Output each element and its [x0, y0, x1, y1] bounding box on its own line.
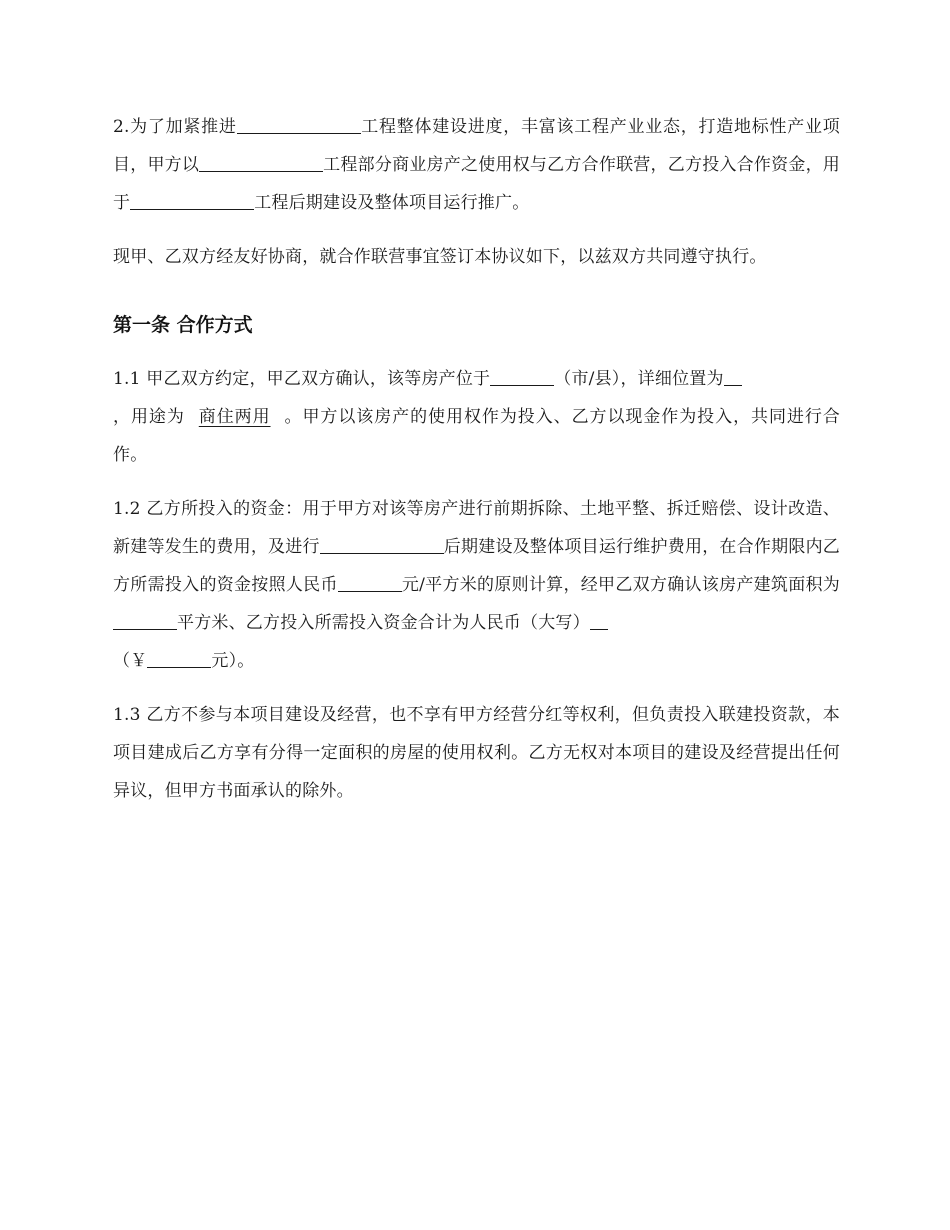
section-1-heading: 第一条 合作方式 [113, 314, 253, 336]
clause-1-1 [113, 360, 840, 474]
paragraph-2-text-1: 2.为了加紧推进 [113, 117, 237, 137]
clause-1-2-text-3: 元/平方米的原则计算，经甲乙双方确认该房产建筑面积为 [401, 575, 840, 595]
clause-1-2-text-1: 1.2 乙方所投入的资金：用于甲方对该等房产进行前期拆除、土地平整、拆迁赔偿、设计改造、新建等发生的费用，及进行 [113, 499, 840, 557]
paragraph-2-text-2: 工程整体建设进度，丰富该工程产业业态，打造地标性产业项目，甲方以 [113, 117, 840, 175]
clause-1-2-text-5: （￥ [113, 651, 148, 671]
document-content [113, 108, 840, 810]
paragraph-2-text-4: 工程后期建设及整体项目运行推广。 [254, 193, 530, 213]
location-blank [724, 367, 742, 386]
amount-words-blank [590, 611, 608, 630]
paragraph-2 [113, 108, 840, 222]
amount-number-blank [147, 649, 211, 668]
clause-1-1-text-1: 1.1 甲乙双方约定，甲乙双方确认，该等房产位于 [113, 369, 491, 389]
city-blank [490, 367, 554, 386]
price-per-sqm-blank [338, 573, 402, 592]
project-name-blank-1 [237, 115, 361, 134]
area-blank [113, 611, 177, 630]
clause-1-2 [113, 490, 840, 680]
clause-1-1-text-3: ，用途为 [113, 407, 185, 427]
intro-paragraph: 现甲、乙双方经友好协商，就合作联营事宜签订本协议如下，以兹双方共同遵守执行。 [113, 247, 767, 267]
project-name-blank-2 [199, 153, 323, 172]
clause-1-1-text-2: （市/县），详细位置为 [554, 369, 724, 389]
usage-value: 商住两用 [198, 407, 271, 427]
clause-1-2-text-4: 平方米、乙方投入所需投入资金合计为人民币（大写） [177, 613, 590, 633]
project-name-blank-3 [130, 191, 254, 210]
clause-1-2-text-6: 元）。 [211, 651, 255, 671]
clause-1-1-text-4: 。甲方以该房产的使用权作为投入、乙方以现金作为投入，共同进行合作。 [113, 407, 840, 465]
project-name-blank-4 [320, 535, 444, 554]
clause-1-3: 1.3 乙方不参与本项目建设及经营，也不享有甲方经营分红等权利，但负责投入联建投资款，本项目建成后乙方享有分得一定面积的房屋的使用权利。乙方无权对本项目的建设及经营提出任何异议，但甲方书面承认的除外。 [113, 705, 840, 801]
paragraph-2-text-3: 工程部分商业房产之使用权与乙方合作联营，乙方投入合作资金，用于 [113, 155, 841, 213]
clause-1-2-text-2: 后期建设及整体项目运行维护费用，在合作期限内乙方所需投入的资金按照人民币 [113, 537, 840, 595]
